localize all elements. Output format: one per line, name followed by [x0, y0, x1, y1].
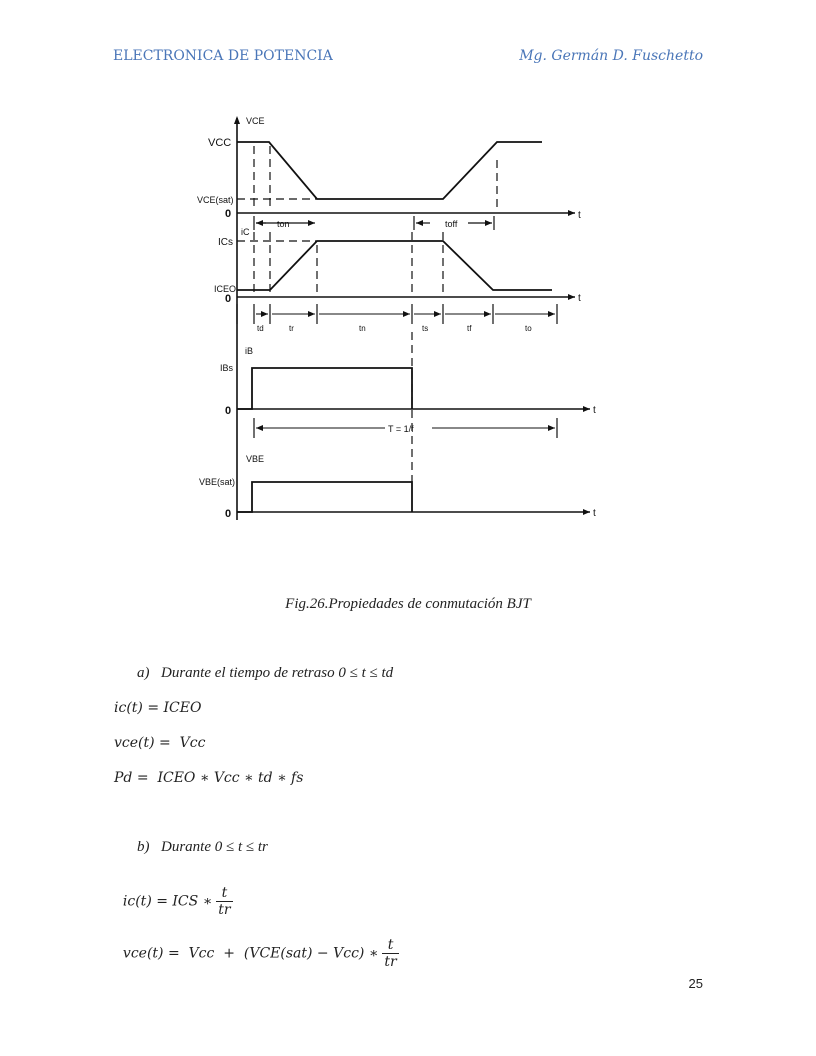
svg-text:t: t — [578, 293, 581, 304]
item-b-label: b) — [137, 839, 150, 855]
header-title: ELECTRONICA DE POTENCIA — [113, 48, 333, 64]
vce-axis-label: VCE — [246, 116, 265, 126]
page-number: 25 — [688, 976, 703, 991]
tn-label: tn — [359, 324, 366, 333]
item-b — [137, 839, 268, 856]
denominator: tr — [384, 954, 397, 970]
vcc-label: VCC — [208, 137, 232, 149]
svg-text:t: t — [593, 508, 596, 519]
td-label: td — [257, 324, 264, 333]
svg-text:0: 0 — [225, 405, 232, 417]
vce-sat-label: VCE(sat) — [197, 195, 234, 205]
svg-text:t: t — [578, 210, 581, 221]
numerator: t — [221, 885, 228, 901]
vce-panel — [197, 116, 581, 230]
svg-text:t: t — [593, 405, 596, 416]
toff-label: toff — [445, 219, 458, 229]
equation-vce-delay: vce(t) = Vcc — [114, 735, 206, 751]
figure-caption: Fig.26.Propiedades de conmutación BJT — [285, 596, 531, 612]
bjt-switching-diagram — [190, 110, 610, 530]
item-a-label: a) — [137, 665, 150, 681]
svg-text:0: 0 — [225, 508, 232, 520]
equation-vce-rise-lhs: vce(t) = Vcc + (VCE(sat) − Vcc) ∗ — [122, 945, 379, 962]
ib-waveform — [237, 368, 412, 409]
ton-label: ton — [277, 219, 290, 229]
ic-waveform — [237, 241, 552, 290]
item-b-text: Durante 0 ≤ t ≤ tr — [161, 839, 268, 855]
header-author: Mg. Germán D. Fuschetto — [519, 48, 703, 64]
interval-brackets — [237, 304, 557, 333]
item-a — [137, 665, 393, 682]
iceo-label: ICEO — [214, 284, 237, 294]
vbe-sat-label: VBE(sat) — [199, 477, 236, 487]
vbe-panel — [199, 454, 596, 520]
svg-text:0: 0 — [225, 208, 232, 220]
ic-panel — [214, 227, 581, 305]
denominator: tr — [218, 902, 231, 918]
ib-axis-label: iB — [245, 346, 254, 356]
vce-waveform — [237, 142, 542, 199]
ibs-label: IBs — [220, 363, 234, 373]
fraction — [382, 937, 398, 970]
equation-pd-delay: Pd = ICEO ∗ Vcc ∗ td ∗ fs — [114, 770, 304, 786]
svg-text:0: 0 — [225, 293, 232, 305]
vbe-waveform — [237, 482, 412, 512]
period-label: T = 1/f — [388, 424, 414, 434]
numerator: t — [387, 937, 394, 953]
ic-axis-label: iC — [241, 227, 250, 237]
ics-label: ICs — [218, 237, 233, 248]
equation-ic-rise — [114, 869, 233, 918]
tr-label: tr — [289, 324, 294, 333]
vbe-axis-label: VBE — [246, 454, 265, 464]
tf-label: tf — [467, 324, 472, 333]
ib-panel — [220, 346, 596, 438]
equation-vce-rise — [114, 921, 399, 970]
to-label: to — [525, 324, 532, 333]
equation-ic-delay: ic(t) = ICEO — [114, 700, 202, 716]
fraction — [216, 885, 232, 918]
ts-label: ts — [422, 324, 429, 333]
equation-ic-rise-lhs: ic(t) = ICS ∗ — [122, 893, 213, 910]
item-a-text: Durante el tiempo de retraso 0 ≤ t ≤ td — [161, 665, 394, 681]
